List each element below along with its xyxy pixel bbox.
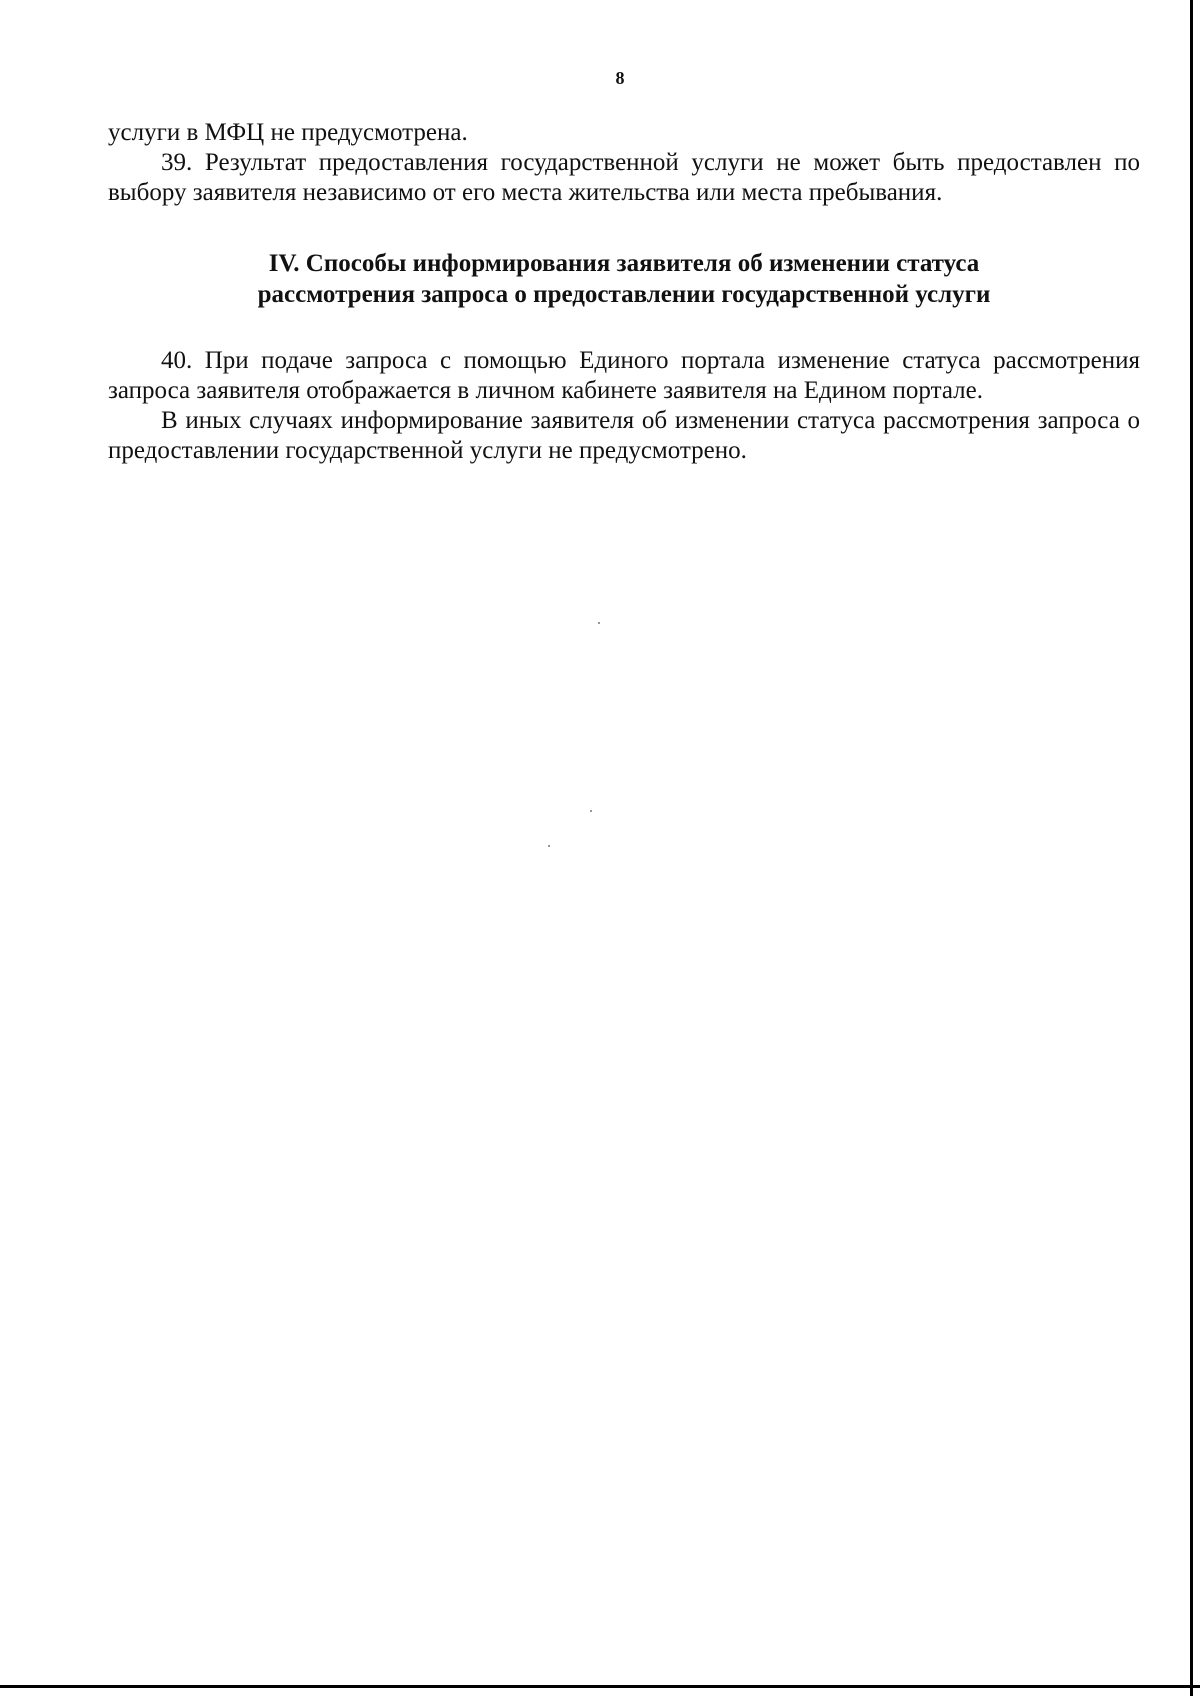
section-heading-line-2: рассмотрения запроса о предоставлении государственной услуги (257, 281, 991, 308)
paragraph-40-continued: В иных случаях информирование заявителя об изменении статуса рассмотрения запроса о предоставлении государственной услуги не предусмотрено. (108, 407, 1140, 464)
section-heading (108, 248, 1140, 310)
scan-edge-bottom (0, 1685, 1200, 1688)
scan-edge-right (1190, 0, 1193, 1696)
scan-speck (598, 622, 600, 624)
scan-speck (590, 810, 592, 812)
scan-speck (548, 845, 550, 847)
paragraph-39: 39. Результат предоставления государственной услуги не может быть предоставлен по выбору заявителя независимо от его места жительства или места пребывания. (108, 149, 1140, 206)
paragraph-continued: услуги в МФЦ не предусмотрена. (108, 119, 468, 146)
document-body (108, 118, 1140, 466)
section-heading-line-1: IV. Способы информирования заявителя об изменении статуса (268, 250, 980, 277)
page-number: 8 (615, 68, 625, 88)
paragraph-40: 40. При подаче запроса с помощью Единого портала изменение статуса рассмотрения запроса заявителя отображается в личном кабинете заявителя на Едином портале. (108, 347, 1140, 404)
